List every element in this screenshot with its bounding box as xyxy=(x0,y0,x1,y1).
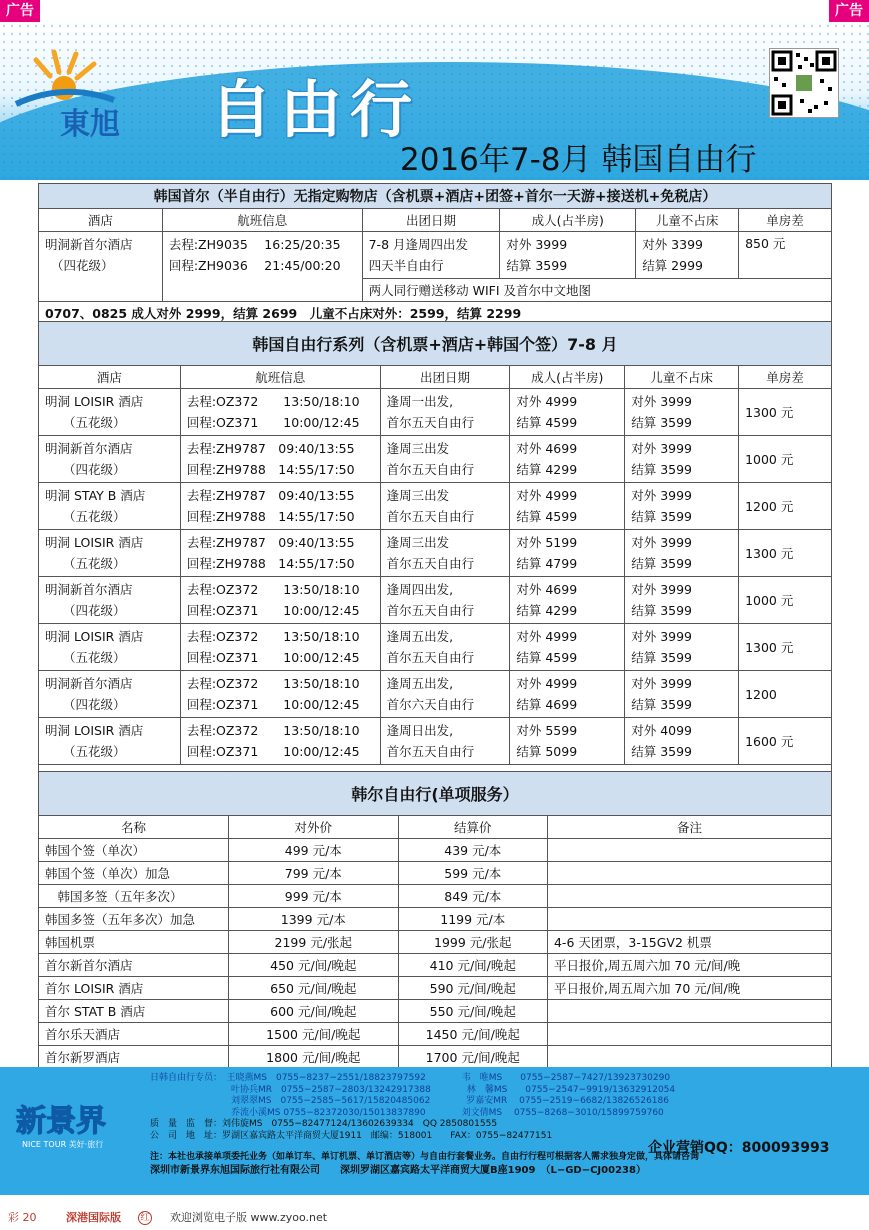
cell-line: （四花级） xyxy=(63,697,126,712)
table-cell-child xyxy=(625,483,739,530)
settle-price: 1999 元/张起 xyxy=(398,931,547,954)
table-row xyxy=(39,839,832,862)
settle-price: 439 元/本 xyxy=(398,839,547,862)
col-header-flight: 航班信息 xyxy=(180,366,380,389)
cell-line: 结算 3599 xyxy=(631,744,693,759)
table-cell-single: 1000 元 xyxy=(739,577,832,624)
settle-price: 1700 元/间/晚起 xyxy=(398,1046,547,1069)
edition-label: 深港国际版 xyxy=(66,1211,121,1224)
cell-line: 首尔五天自由行 xyxy=(386,415,475,430)
cell-line: 回程:ZH9788 14:55/17:50 xyxy=(186,462,355,477)
col-header-hotel: 酒店 xyxy=(39,209,163,232)
cell-line: 明洞 LOISIR 酒店 xyxy=(45,535,144,550)
table-cell-flights xyxy=(180,530,380,577)
table-row xyxy=(39,977,832,1000)
table-row xyxy=(39,862,832,885)
cell-line: 对外 4999 xyxy=(516,488,578,503)
cell-line: 对外 3999 xyxy=(631,488,693,503)
table-cell-dates xyxy=(380,624,510,671)
table-cell-flights xyxy=(180,718,380,765)
cell-line: 明洞 LOISIR 酒店 xyxy=(45,723,144,738)
cell-line: 结算 4799 xyxy=(516,556,578,571)
special-date-note: 0707、0825 成人对外 2999，结算 2699 儿童不占床对外：2599，结算 2299 xyxy=(39,302,832,325)
settle-price: 550 元/间/晚起 xyxy=(398,1000,547,1023)
dongxu-logo xyxy=(14,42,164,142)
cell-line: 明洞 LOISIR 酒店 xyxy=(45,629,144,644)
cell-line: 结算 3599 xyxy=(631,697,693,712)
table-cell-adult: 对外 3999 结算 3599 xyxy=(500,232,636,279)
table-row xyxy=(39,624,832,671)
remark: 4-6 天团票，3-15GV2 机票 xyxy=(547,931,831,954)
table-cell-single: 1300 元 xyxy=(739,624,832,671)
cell-line: 结算 4599 xyxy=(516,509,578,524)
table-cell-hotel xyxy=(39,483,181,530)
cell-line: （五花级） xyxy=(63,415,126,430)
cell-line: 回程:OZ371 10:00/12:45 xyxy=(186,697,360,712)
public-price: 450 元/间/晚起 xyxy=(229,954,399,977)
table-cell-hotel xyxy=(39,671,181,718)
table-cell-dates xyxy=(380,436,510,483)
header-banner xyxy=(0,22,869,180)
cell-line: 结算 4299 xyxy=(516,603,578,618)
col-header-settle-price: 结算价 xyxy=(398,816,547,839)
gift-note: 两人同行赠送移动 WIFI 及首尔中文地图 xyxy=(362,279,831,302)
table-row xyxy=(39,885,832,908)
cell-line: 对外 4699 xyxy=(516,582,578,597)
cell-line: 对外 4999 xyxy=(516,676,578,691)
table-row xyxy=(39,931,832,954)
cell-line: 对外 4999 xyxy=(516,629,578,644)
cell-line: 结算 3599 xyxy=(631,462,693,477)
table2-body xyxy=(39,389,832,765)
table-cell-hotel xyxy=(39,718,181,765)
cell-line: 去程:OZ372 13:50/18:10 xyxy=(186,723,360,738)
table-cell-flights xyxy=(180,577,380,624)
contact-line: 深圳市新景界东旭国际旅行社有限公司 深圳罗湖区嘉宾路太平洋商贸大厦B座1909 （L−GD−CJ00238） xyxy=(150,1164,646,1176)
nice-tour-logo xyxy=(12,1095,132,1155)
cell-line: 回程:OZ371 10:00/12:45 xyxy=(186,744,360,759)
contact-line: 注：本社也承接单项委托业务（如单订车、单订机票、单订酒店等）与自由行套餐业务。自由行行程可根据客人需求独身定做，具体请咨询 xyxy=(150,1152,700,1162)
table-row xyxy=(39,436,832,483)
table-cell-date: 7-8 月逢周四出发 四天半自由行 xyxy=(362,232,500,279)
table-cell-flights xyxy=(180,436,380,483)
table-cell-flights xyxy=(180,671,380,718)
table-row xyxy=(39,530,832,577)
remark xyxy=(547,1046,831,1069)
cell-line: 对外 3999 xyxy=(631,629,693,644)
cell-line: （五花级） xyxy=(63,650,126,665)
public-price: 1800 元/间/晚起 xyxy=(229,1046,399,1069)
settle-price: 1199 元/本 xyxy=(398,908,547,931)
table-cell-child xyxy=(625,530,739,577)
cell-line: 回程:ZH9788 14:55/17:50 xyxy=(186,556,355,571)
table-cell-hotel xyxy=(39,577,181,624)
cell-line: 逢周三出发 xyxy=(386,488,450,503)
cell-line: 对外 5199 xyxy=(516,535,578,550)
remark xyxy=(547,839,831,862)
table-cell-adult xyxy=(510,671,625,718)
settle-price: 1450 元/间/晚起 xyxy=(398,1023,547,1046)
cell-line: 去程:ZH9787 09:40/13:55 xyxy=(186,488,355,503)
table-cell-single: 850 元 xyxy=(739,232,832,279)
table-cell-flights xyxy=(180,624,380,671)
table-cell-adult xyxy=(510,577,625,624)
cell-line: 结算 3599 xyxy=(631,650,693,665)
col-header-date: 出团日期 xyxy=(362,209,500,232)
cell-line: 回程:ZH9788 14:55/17:50 xyxy=(186,509,355,524)
table-row xyxy=(39,908,832,931)
website-link[interactable]: 欢迎浏览电子版 www.zyoo.net xyxy=(170,1211,328,1224)
service-name: 首尔乐天酒店 xyxy=(39,1023,229,1046)
table-cell-flights xyxy=(180,389,380,436)
cell-line: 对外 3999 xyxy=(631,582,693,597)
table-row xyxy=(39,718,832,765)
cell-line: 结算 5099 xyxy=(516,744,578,759)
table-cell-hotel xyxy=(39,624,181,671)
col-header-date: 出团日期 xyxy=(380,366,510,389)
table3-body xyxy=(39,839,832,1069)
table-cell-single: 1600 元 xyxy=(739,718,832,765)
settle-price: 590 元/间/晚起 xyxy=(398,977,547,1000)
contact-line: 乔流小溪MS 0755−82372030/15013837890 刘文倩MS 0755−8268−3010/15899759760 xyxy=(150,1107,664,1118)
table-cell-adult xyxy=(510,718,625,765)
cell-line: 结算 4299 xyxy=(516,462,578,477)
table-cell-hotel xyxy=(39,530,181,577)
table-cell-dates xyxy=(380,389,510,436)
cell-line: 首尔五天自由行 xyxy=(386,603,475,618)
col-header-public-price: 对外价 xyxy=(229,816,399,839)
cell-line: 逢周五出发, xyxy=(386,676,454,691)
cell-line: 首尔五天自由行 xyxy=(386,509,475,524)
col-header-adult: 成人(占半房) xyxy=(510,366,625,389)
package-table-half-free xyxy=(38,183,832,325)
public-price: 499 元/本 xyxy=(229,839,399,862)
service-name: 首尔 LOISIR 酒店 xyxy=(39,977,229,1000)
package-table-free xyxy=(38,321,832,790)
cell-line: 明洞新首尔酒店 xyxy=(45,441,133,456)
cell-line: 回程:OZ371 10:00/12:45 xyxy=(186,650,360,665)
settle-price: 849 元/本 xyxy=(398,885,547,908)
table-row xyxy=(39,1000,832,1023)
contact-line: 刘翠翠MS 0755−2585−5617/15820485062 罗嘉安MR 0755−2519−6682/13826526186 xyxy=(150,1096,669,1106)
service-name: 首尔 STAT B 酒店 xyxy=(39,1000,229,1023)
page-title: 自由行 xyxy=(210,73,421,146)
col-header-adult: 成人(占半房) xyxy=(500,209,636,232)
table-cell-child xyxy=(625,577,739,624)
col-header-single: 单房差 xyxy=(739,209,832,232)
col-header-remark: 备注 xyxy=(547,816,831,839)
table-cell-child xyxy=(625,389,739,436)
cell-line: （五花级） xyxy=(63,744,126,759)
cell-line: 逢周四出发, xyxy=(386,582,454,597)
table-cell-child xyxy=(625,718,739,765)
table-cell-hotel xyxy=(39,436,181,483)
col-header-single: 单房差 xyxy=(739,366,832,389)
public-price: 650 元/间/晚起 xyxy=(229,977,399,1000)
page-subtitle: 2016年7-8月 韩国自由行 xyxy=(400,142,757,178)
service-name: 韩国个签（单次） xyxy=(39,839,229,862)
cell-line: 逢周一出发, xyxy=(386,394,454,409)
public-price: 2199 元/张起 xyxy=(229,931,399,954)
cell-line: 对外 4999 xyxy=(516,394,578,409)
ad-label-left: 广告 xyxy=(0,0,40,22)
cell-line: 对外 3999 xyxy=(631,535,693,550)
service-name: 韩国个签（单次）加急 xyxy=(39,862,229,885)
table3-title: 韩尔自由行(单项服务） xyxy=(39,772,832,816)
cell-line: 结算 3599 xyxy=(631,415,693,430)
cell-line: 逢周三出发 xyxy=(386,441,450,456)
edition-badge: 红 xyxy=(138,1211,152,1225)
table-cell-flight: 去程:ZH9035 16:25/20:35 回程:ZH9036 21:45/00:20 xyxy=(162,232,362,302)
settle-price: 599 元/本 xyxy=(398,862,547,885)
table-cell-single: 1200 元 xyxy=(739,483,832,530)
page-footer-bar xyxy=(0,1206,869,1230)
cell-line: 逢周五出发, xyxy=(386,629,454,644)
service-name: 首尔新罗酒店 xyxy=(39,1046,229,1069)
single-service-table xyxy=(38,771,832,1069)
cell-line: 结算 3599 xyxy=(631,509,693,524)
cell-line: 首尔六天自由行 xyxy=(386,697,475,712)
table-row xyxy=(39,671,832,718)
table-cell-adult xyxy=(510,436,625,483)
table-cell-dates xyxy=(380,577,510,624)
table-cell-child xyxy=(625,624,739,671)
cell-line: 首尔五天自由行 xyxy=(386,744,475,759)
settle-price: 410 元/间/晚起 xyxy=(398,954,547,977)
table2-title: 韩国自由行系列（含机票+酒店+韩国个签）7-8 月 xyxy=(39,322,832,366)
cell-line: 回程:OZ371 10:00/12:45 xyxy=(186,603,360,618)
col-header-child: 儿童不占床 xyxy=(636,209,739,232)
table-row xyxy=(39,389,832,436)
table-cell-adult xyxy=(510,624,625,671)
table-cell-adult xyxy=(510,389,625,436)
table-cell-adult xyxy=(510,530,625,577)
table-cell-hotel: 明洞新首尔酒店 （四花级） xyxy=(39,232,163,302)
cell-line: 结算 4599 xyxy=(516,650,578,665)
service-name: 韩国机票 xyxy=(39,931,229,954)
cell-line: 结算 3599 xyxy=(631,603,693,618)
contact-line: 质 量 监 督：刘伟旋MS 0755−82477124/13602639334 QQ 2850801555 xyxy=(150,1119,498,1129)
cell-line: 去程:OZ372 13:50/18:10 xyxy=(186,676,360,691)
footer-brand: 新景界 xyxy=(16,1104,106,1139)
cell-line: 首尔五天自由行 xyxy=(386,462,475,477)
service-name: 首尔新首尔酒店 xyxy=(39,954,229,977)
cell-line: （四花级） xyxy=(63,462,126,477)
table-row xyxy=(39,577,832,624)
remark: 平日报价,周五周六加 70 元/间/晚 xyxy=(547,977,831,1000)
cell-line: 逢周日出发, xyxy=(386,723,454,738)
contact-line: 叶协兵MR 0755−2587−2803/13242917388 林 馨MS 0755−2547−9919/13632912054 xyxy=(150,1084,676,1095)
table-cell-dates xyxy=(380,718,510,765)
public-price: 600 元/间/晚起 xyxy=(229,1000,399,1023)
table-row xyxy=(39,954,832,977)
cell-line: 首尔五天自由行 xyxy=(386,556,475,571)
public-price: 799 元/本 xyxy=(229,862,399,885)
service-name: 韩国多签（五年多次） xyxy=(39,885,229,908)
public-price: 999 元/本 xyxy=(229,885,399,908)
cell-line: 去程:ZH9787 09:40/13:55 xyxy=(186,441,355,456)
table-cell-dates xyxy=(380,671,510,718)
table-cell-single: 1300 元 xyxy=(739,389,832,436)
table-cell-child xyxy=(625,436,739,483)
cell-line: （四花级） xyxy=(63,603,126,618)
col-header-flight: 航班信息 xyxy=(162,209,362,232)
contact-line: 公 司 地 址：罗湖区嘉宾路太平洋商贸大厦1911 邮编：518001 FAX：0755−82477151 xyxy=(150,1130,553,1141)
remark xyxy=(547,908,831,931)
cell-line: （五花级） xyxy=(63,556,126,571)
cell-line: 去程:ZH9787 09:40/13:55 xyxy=(186,535,355,550)
cell-line: 首尔五天自由行 xyxy=(386,650,475,665)
cell-line: 明洞新首尔酒店 xyxy=(45,582,133,597)
cell-line: 对外 4099 xyxy=(631,723,693,738)
brand-text: 東旭 xyxy=(60,107,120,142)
remark xyxy=(547,1023,831,1046)
footer-banner xyxy=(0,1067,869,1195)
cell-line: 明洞新首尔酒店 xyxy=(45,676,133,691)
service-name: 韩国多签（五年多次）加急 xyxy=(39,908,229,931)
table-cell-single: 1200 xyxy=(739,671,832,718)
cell-line: 结算 3599 xyxy=(631,556,693,571)
qq-contact: 企业营销QQ：800093993 xyxy=(648,1140,830,1156)
col-header-child: 儿童不占床 xyxy=(625,366,739,389)
page-number: 彩 20 xyxy=(8,1211,37,1224)
col-header-name: 名称 xyxy=(39,816,229,839)
contact-info xyxy=(150,1073,850,1178)
contact-line: 日韩自由行专员： 王晓燕MS 0755−8237−2551/18823797592 韦 唯MS 0755−2587−7427/13923730290 xyxy=(150,1073,671,1083)
col-header-hotel: 酒店 xyxy=(39,366,181,389)
table1-title: 韩国首尔（半自由行）无指定购物店（含机票+酒店+团签+首尔一天游+接送机+免税店） xyxy=(39,184,832,209)
cell-line: 回程:OZ371 10:00/12:45 xyxy=(186,415,360,430)
public-price: 1500 元/间/晚起 xyxy=(229,1023,399,1046)
table-cell-child xyxy=(625,671,739,718)
cell-line: 对外 4699 xyxy=(516,441,578,456)
cell-line: （五花级） xyxy=(63,509,126,524)
remark xyxy=(547,862,831,885)
table-cell-dates xyxy=(380,530,510,577)
cell-line: 对外 3999 xyxy=(631,441,693,456)
cell-line: 明洞 STAY B 酒店 xyxy=(45,488,146,503)
public-price: 1399 元/本 xyxy=(229,908,399,931)
table-cell-hotel xyxy=(39,389,181,436)
cell-line: 去程:OZ372 13:50/18:10 xyxy=(186,629,360,644)
table-cell-dates xyxy=(380,483,510,530)
table-row xyxy=(39,1023,832,1046)
cell-line: 逢周三出发 xyxy=(386,535,450,550)
cell-line: 明洞 LOISIR 酒店 xyxy=(45,394,144,409)
cell-line: 结算 4599 xyxy=(516,415,578,430)
cell-line: 去程:OZ372 13:50/18:10 xyxy=(186,394,360,409)
cell-line: 对外 3999 xyxy=(631,394,693,409)
cell-line: 去程:OZ372 13:50/18:10 xyxy=(186,582,360,597)
footer-brand-sub: NICE TOUR 美好·旅行 xyxy=(22,1140,104,1149)
table-row xyxy=(39,483,832,530)
table-cell-single: 1000 元 xyxy=(739,436,832,483)
cell-line: 对外 3999 xyxy=(631,676,693,691)
remark: 平日报价,周五周六加 70 元/间/晚 xyxy=(547,954,831,977)
table-cell-flights xyxy=(180,483,380,530)
remark xyxy=(547,885,831,908)
cell-line: 结算 4699 xyxy=(516,697,578,712)
table-row xyxy=(39,1046,832,1069)
table-cell-adult xyxy=(510,483,625,530)
table-cell-child: 对外 3399 结算 2999 xyxy=(636,232,739,279)
table-cell-single: 1300 元 xyxy=(739,530,832,577)
remark xyxy=(547,1000,831,1023)
cell-line: 对外 5599 xyxy=(516,723,578,738)
qr-code-icon xyxy=(769,48,839,118)
ad-label-right: 广告 xyxy=(829,0,869,22)
